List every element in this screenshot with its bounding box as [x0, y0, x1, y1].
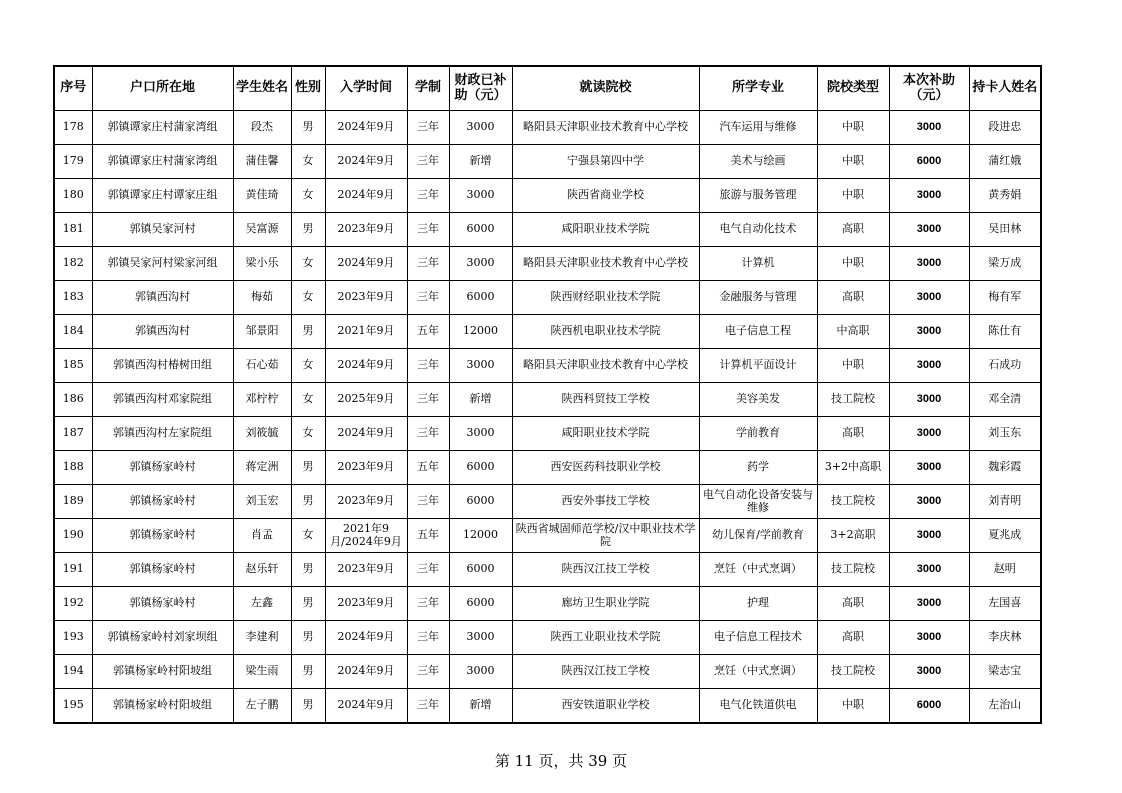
- cell-gender: 男: [291, 655, 325, 689]
- cell-cardholder: 梅有军: [969, 281, 1041, 315]
- cell-gender: 女: [291, 417, 325, 451]
- cell-major: 电气化铁道供电: [699, 689, 817, 724]
- cell-enroll-date: 2021年9月: [325, 315, 407, 349]
- cell-school: 陕西机电职业技术学院: [512, 315, 699, 349]
- cell-duration: 三年: [407, 689, 449, 724]
- cell-prior-subsidy: 3000: [449, 417, 512, 451]
- cell-major: 学前教育: [699, 417, 817, 451]
- table-row: [54, 417, 1041, 451]
- cell-duration: 三年: [407, 553, 449, 587]
- cell-index: 183: [54, 281, 92, 315]
- cell-major: 幼儿保育/学前教育: [699, 519, 817, 553]
- table-row: [54, 383, 1041, 417]
- cell-hukou: 郭镇谭家庄村蒲家湾组: [92, 111, 233, 145]
- table-row: [54, 213, 1041, 247]
- cell-current-subsidy: 3000: [889, 587, 969, 621]
- cell-school-type: 技工院校: [817, 655, 889, 689]
- cell-current-subsidy: 3000: [889, 655, 969, 689]
- cell-prior-subsidy: 6000: [449, 485, 512, 519]
- cell-cardholder: 刘青明: [969, 485, 1041, 519]
- cell-major: 烹饪（中式烹调）: [699, 655, 817, 689]
- cell-major: 药学: [699, 451, 817, 485]
- cell-student-name: 梁小乐: [233, 247, 291, 281]
- cell-cardholder: 蒲红娥: [969, 145, 1041, 179]
- cell-student-name: 蒋定洲: [233, 451, 291, 485]
- cell-gender: 男: [291, 451, 325, 485]
- cell-prior-subsidy: 6000: [449, 587, 512, 621]
- cell-prior-subsidy: 新增: [449, 383, 512, 417]
- cell-hukou: 郭镇西沟村左家院组: [92, 417, 233, 451]
- cell-major: 电气自动化设备安装与维修: [699, 485, 817, 519]
- cell-student-name: 肖孟: [233, 519, 291, 553]
- cell-current-subsidy: 3000: [889, 451, 969, 485]
- cell-cardholder: 魏彩霞: [969, 451, 1041, 485]
- cell-enroll-date: 2024年9月: [325, 621, 407, 655]
- cell-gender: 男: [291, 553, 325, 587]
- cell-prior-subsidy: 6000: [449, 281, 512, 315]
- cell-major: 计算机: [699, 247, 817, 281]
- cell-hukou: 郭镇杨家岭村阳坡组: [92, 689, 233, 724]
- cell-index: 185: [54, 349, 92, 383]
- cell-student-name: 蒲佳馨: [233, 145, 291, 179]
- cell-student-name: 左鑫: [233, 587, 291, 621]
- col-hukou-header: 户口所在地: [92, 66, 233, 111]
- cell-enroll-date: 2025年9月: [325, 383, 407, 417]
- cell-duration: 三年: [407, 485, 449, 519]
- cell-enroll-date: 2024年9月: [325, 417, 407, 451]
- cell-school: 西安外事技工学校: [512, 485, 699, 519]
- table-row: [54, 485, 1041, 519]
- cell-index: 179: [54, 145, 92, 179]
- cell-enroll-date: 2023年9月: [325, 553, 407, 587]
- table-row: [54, 281, 1041, 315]
- cell-index: 182: [54, 247, 92, 281]
- table-row: [54, 655, 1041, 689]
- cell-duration: 五年: [407, 451, 449, 485]
- col-major-header: 所学专业: [699, 66, 817, 111]
- cell-cardholder: 赵明: [969, 553, 1041, 587]
- cell-index: 187: [54, 417, 92, 451]
- cell-school: 略阳县天津职业技术教育中心学校: [512, 111, 699, 145]
- cell-gender: 女: [291, 145, 325, 179]
- cell-school-type: 高职: [817, 417, 889, 451]
- table-row: [54, 689, 1041, 724]
- cell-gender: 女: [291, 519, 325, 553]
- cell-school-type: 高职: [817, 621, 889, 655]
- cell-gender: 男: [291, 213, 325, 247]
- header-row: [54, 66, 1041, 111]
- cell-index: 195: [54, 689, 92, 724]
- cell-school-type: 高职: [817, 587, 889, 621]
- cell-gender: 女: [291, 383, 325, 417]
- cell-prior-subsidy: 3000: [449, 247, 512, 281]
- cell-duration: 三年: [407, 179, 449, 213]
- cell-duration: 三年: [407, 621, 449, 655]
- cell-hukou: 郭镇西沟村椿树田组: [92, 349, 233, 383]
- cell-duration: 三年: [407, 655, 449, 689]
- cell-enroll-date: 2023年9月: [325, 451, 407, 485]
- cell-index: 188: [54, 451, 92, 485]
- cell-index: 191: [54, 553, 92, 587]
- cell-major: 汽车运用与维修: [699, 111, 817, 145]
- subsidy-table: [53, 65, 1042, 724]
- col-school-type-header: 院校类型: [817, 66, 889, 111]
- cell-student-name: 赵乐轩: [233, 553, 291, 587]
- cell-school-type: 技工院校: [817, 383, 889, 417]
- cell-major: 美容美发: [699, 383, 817, 417]
- cell-student-name: 段杰: [233, 111, 291, 145]
- cell-school: 陕西汉江技工学校: [512, 553, 699, 587]
- cell-school: 陕西省城固师范学校/汉中职业技术学院: [512, 519, 699, 553]
- cell-enroll-date: 2024年9月: [325, 689, 407, 724]
- cell-school: 陕西汉江技工学校: [512, 655, 699, 689]
- cell-cardholder: 左国喜: [969, 587, 1041, 621]
- cell-major: 电子信息工程: [699, 315, 817, 349]
- cell-prior-subsidy: 12000: [449, 519, 512, 553]
- cell-school-type: 中职: [817, 145, 889, 179]
- cell-student-name: 刘筱毓: [233, 417, 291, 451]
- cell-cardholder: 邓全清: [969, 383, 1041, 417]
- cell-current-subsidy: 3000: [889, 315, 969, 349]
- table-row: [54, 519, 1041, 553]
- cell-student-name: 梅茹: [233, 281, 291, 315]
- cell-hukou: 郭镇谭家庄村蒲家湾组: [92, 145, 233, 179]
- cell-major: 金融服务与管理: [699, 281, 817, 315]
- cell-cardholder: 梁志宝: [969, 655, 1041, 689]
- cell-school: 陕西科贸技工学校: [512, 383, 699, 417]
- cell-hukou: 郭镇杨家岭村: [92, 451, 233, 485]
- cell-student-name: 黄佳琦: [233, 179, 291, 213]
- page-footer: 第 11 页，共 39 页: [494, 752, 628, 770]
- cell-school-type: 3+2高职: [817, 519, 889, 553]
- cell-school: 西安铁道职业学校: [512, 689, 699, 724]
- cell-hukou: 郭镇杨家岭村: [92, 485, 233, 519]
- cell-school-type: 中职: [817, 111, 889, 145]
- cell-current-subsidy: 3000: [889, 179, 969, 213]
- col-prior-subsidy-header: 财政已补助（元）: [449, 66, 512, 111]
- cell-prior-subsidy: 12000: [449, 315, 512, 349]
- cell-index: 192: [54, 587, 92, 621]
- cell-current-subsidy: 3000: [889, 621, 969, 655]
- cell-school: 西安医药科技职业学校: [512, 451, 699, 485]
- cell-enroll-date: 2024年9月: [325, 145, 407, 179]
- cell-school: 陕西省商业学校: [512, 179, 699, 213]
- cell-major: 护理: [699, 587, 817, 621]
- col-duration-header: 学制: [407, 66, 449, 111]
- cell-index: 189: [54, 485, 92, 519]
- cell-duration: 三年: [407, 213, 449, 247]
- cell-major: 美术与绘画: [699, 145, 817, 179]
- cell-student-name: 邹景阳: [233, 315, 291, 349]
- cell-enroll-date: 2024年9月: [325, 247, 407, 281]
- cell-enroll-date: 2024年9月: [325, 655, 407, 689]
- cell-cardholder: 刘玉东: [969, 417, 1041, 451]
- cell-gender: 女: [291, 247, 325, 281]
- cell-student-name: 刘玉宏: [233, 485, 291, 519]
- table-row: [54, 349, 1041, 383]
- cell-prior-subsidy: 3000: [449, 655, 512, 689]
- cell-enroll-date: 2023年9月: [325, 587, 407, 621]
- cell-gender: 女: [291, 349, 325, 383]
- cell-current-subsidy: 3000: [889, 247, 969, 281]
- cell-gender: 男: [291, 587, 325, 621]
- cell-hukou: 郭镇西沟村: [92, 315, 233, 349]
- cell-gender: 女: [291, 179, 325, 213]
- cell-school: 略阳县天津职业技术教育中心学校: [512, 247, 699, 281]
- col-student-name-header: 学生姓名: [233, 66, 291, 111]
- cell-gender: 男: [291, 621, 325, 655]
- col-index-header: 序号: [54, 66, 92, 111]
- table-row: [54, 451, 1041, 485]
- cell-gender: 男: [291, 111, 325, 145]
- cell-cardholder: 夏兆成: [969, 519, 1041, 553]
- cell-prior-subsidy: 6000: [449, 213, 512, 247]
- cell-duration: 五年: [407, 315, 449, 349]
- cell-prior-subsidy: 3000: [449, 179, 512, 213]
- cell-duration: 三年: [407, 417, 449, 451]
- cell-prior-subsidy: 6000: [449, 451, 512, 485]
- cell-hukou: 郭镇西沟村: [92, 281, 233, 315]
- cell-enroll-date: 2024年9月: [325, 179, 407, 213]
- col-school-header: 就读院校: [512, 66, 699, 111]
- cell-prior-subsidy: 6000: [449, 553, 512, 587]
- cell-duration: 三年: [407, 587, 449, 621]
- cell-cardholder: 黄秀娟: [969, 179, 1041, 213]
- cell-hukou: 郭镇杨家岭村: [92, 587, 233, 621]
- cell-prior-subsidy: 新增: [449, 145, 512, 179]
- cell-school: 咸阳职业技术学院: [512, 417, 699, 451]
- cell-gender: 男: [291, 485, 325, 519]
- cell-cardholder: 吴田林: [969, 213, 1041, 247]
- col-enroll-date-header: 入学时间: [325, 66, 407, 111]
- cell-duration: 三年: [407, 281, 449, 315]
- table-row: [54, 111, 1041, 145]
- cell-duration: 三年: [407, 111, 449, 145]
- cell-student-name: 李建利: [233, 621, 291, 655]
- table-row: [54, 621, 1041, 655]
- cell-index: 180: [54, 179, 92, 213]
- cell-student-name: 左子鹏: [233, 689, 291, 724]
- cell-cardholder: 石成功: [969, 349, 1041, 383]
- col-cardholder-header: 持卡人姓名: [969, 66, 1041, 111]
- cell-student-name: 石心茹: [233, 349, 291, 383]
- cell-school: 廊坊卫生职业学院: [512, 587, 699, 621]
- cell-school-type: 中职: [817, 179, 889, 213]
- cell-gender: 男: [291, 315, 325, 349]
- cell-index: 184: [54, 315, 92, 349]
- cell-student-name: 吴富源: [233, 213, 291, 247]
- cell-duration: 三年: [407, 349, 449, 383]
- cell-hukou: 郭镇杨家岭村刘家坝组: [92, 621, 233, 655]
- cell-school-type: 中高职: [817, 315, 889, 349]
- cell-gender: 男: [291, 689, 325, 724]
- cell-school-type: 技工院校: [817, 485, 889, 519]
- cell-enroll-date: 2023年9月: [325, 281, 407, 315]
- table-row: [54, 553, 1041, 587]
- cell-school-type: 技工院校: [817, 553, 889, 587]
- cell-school: 咸阳职业技术学院: [512, 213, 699, 247]
- cell-school-type: 中职: [817, 689, 889, 724]
- cell-index: 181: [54, 213, 92, 247]
- cell-prior-subsidy: 3000: [449, 111, 512, 145]
- cell-current-subsidy: 3000: [889, 519, 969, 553]
- cell-hukou: 郭镇吴家河村: [92, 213, 233, 247]
- cell-prior-subsidy: 新增: [449, 689, 512, 724]
- cell-current-subsidy: 3000: [889, 349, 969, 383]
- cell-major: 电气自动化技术: [699, 213, 817, 247]
- cell-school-type: 高职: [817, 213, 889, 247]
- cell-enroll-date: 2024年9月: [325, 111, 407, 145]
- cell-enroll-date: 2024年9月: [325, 349, 407, 383]
- cell-major: 旅游与服务管理: [699, 179, 817, 213]
- cell-index: 193: [54, 621, 92, 655]
- cell-prior-subsidy: 3000: [449, 621, 512, 655]
- table-row: [54, 587, 1041, 621]
- cell-enroll-date: 2023年9月: [325, 485, 407, 519]
- table-row: [54, 145, 1041, 179]
- cell-index: 178: [54, 111, 92, 145]
- col-gender-header: 性别: [291, 66, 325, 111]
- table-row: [54, 179, 1041, 213]
- cell-school-type: 中职: [817, 247, 889, 281]
- cell-school: 陕西工业职业技术学院: [512, 621, 699, 655]
- cell-cardholder: 左治山: [969, 689, 1041, 724]
- cell-school-type: 高职: [817, 281, 889, 315]
- cell-major: 电子信息工程技术: [699, 621, 817, 655]
- table-body: [54, 111, 1041, 724]
- cell-current-subsidy: 3000: [889, 485, 969, 519]
- cell-cardholder: 段进忠: [969, 111, 1041, 145]
- cell-school: 宁强县第四中学: [512, 145, 699, 179]
- cell-duration: 三年: [407, 383, 449, 417]
- cell-hukou: 郭镇吴家河村梁家河组: [92, 247, 233, 281]
- cell-major: 烹饪（中式烹调）: [699, 553, 817, 587]
- cell-prior-subsidy: 3000: [449, 349, 512, 383]
- cell-current-subsidy: 3000: [889, 111, 969, 145]
- cell-index: 190: [54, 519, 92, 553]
- cell-hukou: 郭镇杨家岭村阳坡组: [92, 655, 233, 689]
- cell-duration: 三年: [407, 247, 449, 281]
- cell-enroll-date: 2023年9月: [325, 213, 407, 247]
- cell-current-subsidy: 3000: [889, 553, 969, 587]
- cell-duration: 五年: [407, 519, 449, 553]
- cell-index: 194: [54, 655, 92, 689]
- cell-hukou: 郭镇西沟村邓家院组: [92, 383, 233, 417]
- cell-school: 略阳县天津职业技术教育中心学校: [512, 349, 699, 383]
- cell-index: 186: [54, 383, 92, 417]
- cell-current-subsidy: 3000: [889, 417, 969, 451]
- cell-current-subsidy: 6000: [889, 689, 969, 724]
- cell-major: 计算机平面设计: [699, 349, 817, 383]
- table-row: [54, 247, 1041, 281]
- cell-cardholder: 李庆林: [969, 621, 1041, 655]
- cell-current-subsidy: 3000: [889, 213, 969, 247]
- cell-gender: 女: [291, 281, 325, 315]
- cell-school-type: 3+2中高职: [817, 451, 889, 485]
- cell-cardholder: 陈仕有: [969, 315, 1041, 349]
- cell-current-subsidy: 6000: [889, 145, 969, 179]
- cell-school: 陕西财经职业技术学院: [512, 281, 699, 315]
- cell-duration: 三年: [407, 145, 449, 179]
- cell-cardholder: 梁万成: [969, 247, 1041, 281]
- cell-hukou: 郭镇杨家岭村: [92, 519, 233, 553]
- cell-student-name: 梁生雨: [233, 655, 291, 689]
- col-current-subsidy-header: 本次补助（元）: [889, 66, 969, 111]
- table-row: [54, 315, 1041, 349]
- cell-hukou: 郭镇杨家岭村: [92, 553, 233, 587]
- cell-current-subsidy: 3000: [889, 281, 969, 315]
- cell-enroll-date: 2021年9月/2024年9月: [325, 519, 407, 553]
- cell-student-name: 邓柠柠: [233, 383, 291, 417]
- cell-school-type: 中职: [817, 349, 889, 383]
- cell-hukou: 郭镇谭家庄村谭家庄组: [92, 179, 233, 213]
- cell-current-subsidy: 3000: [889, 383, 969, 417]
